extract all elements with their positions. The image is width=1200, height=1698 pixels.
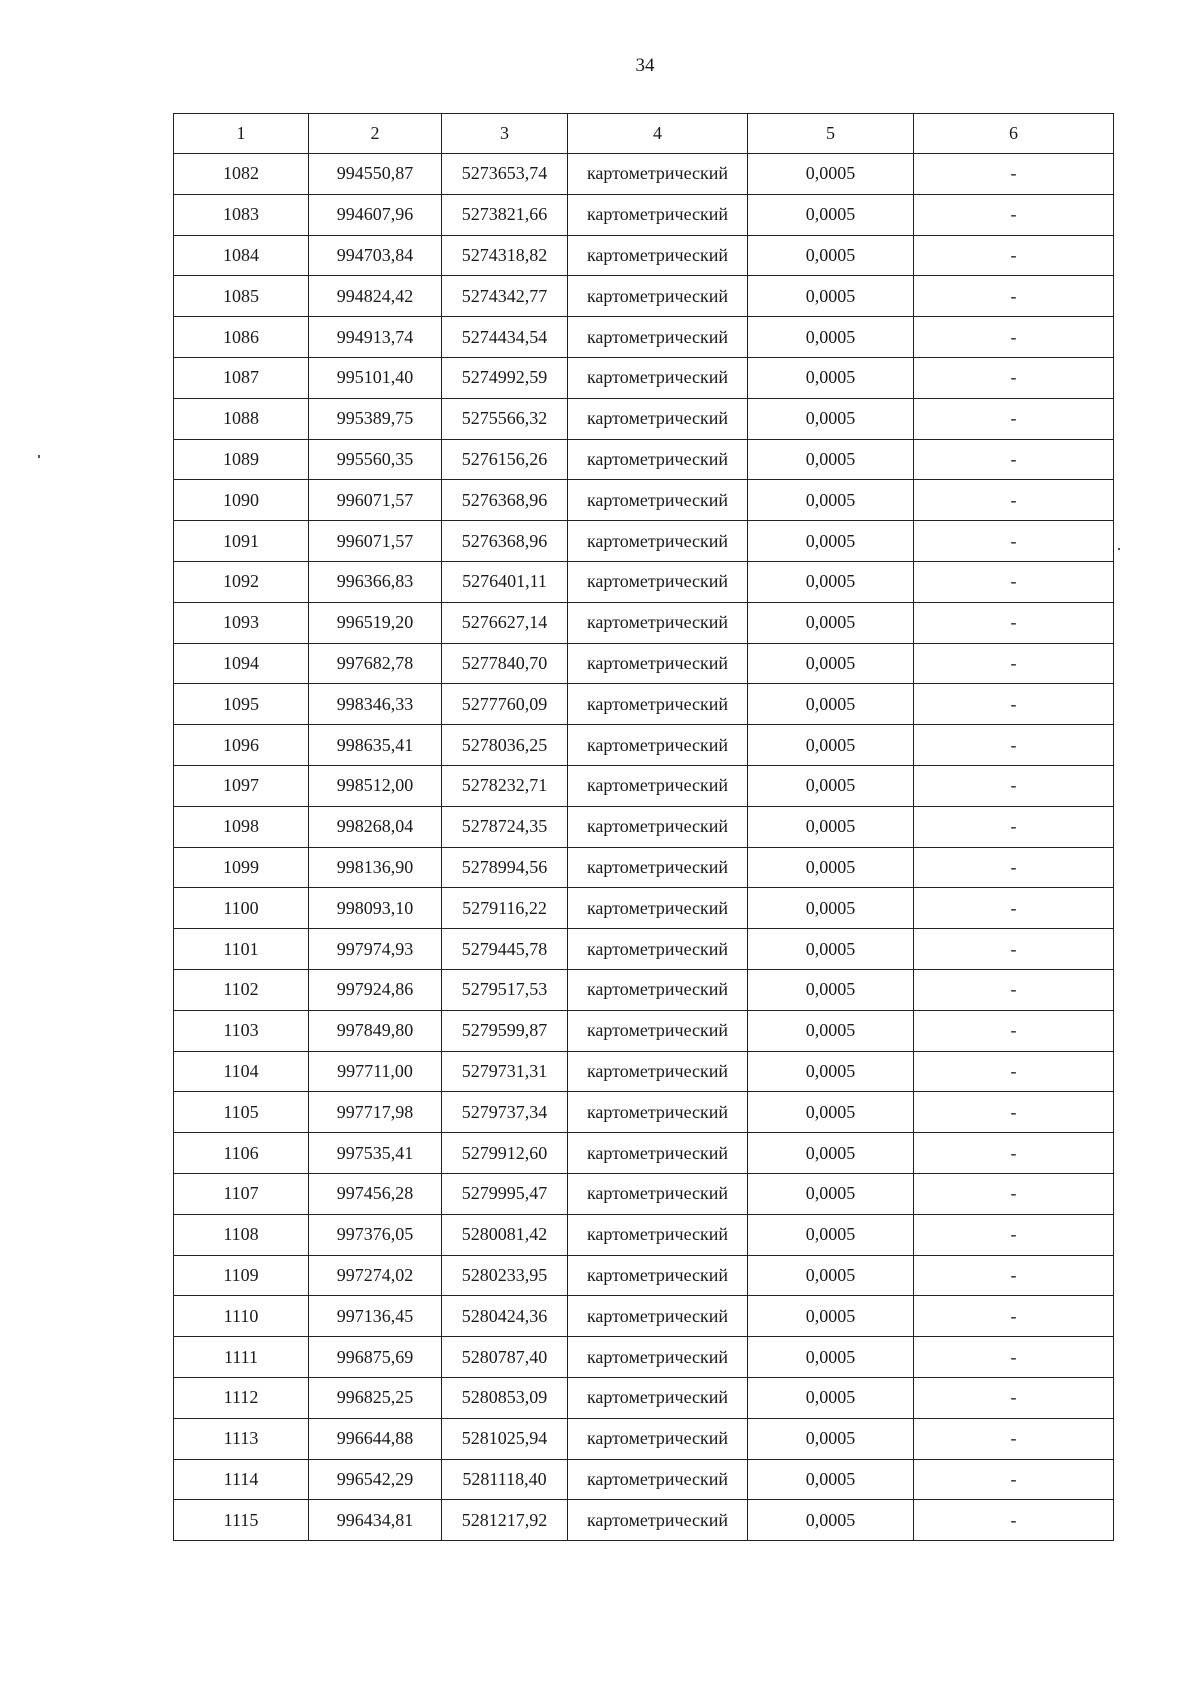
method-cell: картометрический — [568, 1418, 748, 1459]
table-row — [174, 643, 1114, 684]
description-cell: - — [914, 561, 1114, 602]
table-header — [174, 114, 1114, 154]
point-number-cell: 1106 — [174, 1133, 309, 1174]
x-coordinate-cell: 998346,33 — [309, 684, 442, 725]
x-coordinate-cell: 998635,41 — [309, 725, 442, 766]
y-coordinate-cell: 5279995,47 — [442, 1173, 568, 1214]
description-cell: - — [914, 969, 1114, 1010]
method-cell: картометрический — [568, 643, 748, 684]
accuracy-cell: 0,0005 — [748, 439, 914, 480]
table-row — [174, 317, 1114, 358]
method-cell: картометрический — [568, 1377, 748, 1418]
accuracy-cell: 0,0005 — [748, 480, 914, 521]
description-cell: - — [914, 1337, 1114, 1378]
table-row — [174, 561, 1114, 602]
table-row — [174, 1377, 1114, 1418]
method-cell: картометрический — [568, 1133, 748, 1174]
method-cell: картометрический — [568, 439, 748, 480]
method-cell: картометрический — [568, 357, 748, 398]
x-coordinate-cell: 997849,80 — [309, 1010, 442, 1051]
method-cell: картометрический — [568, 765, 748, 806]
description-cell: - — [914, 1459, 1114, 1500]
description-cell: - — [914, 480, 1114, 521]
table-row — [174, 439, 1114, 480]
point-number-cell: 1099 — [174, 847, 309, 888]
accuracy-cell: 0,0005 — [748, 888, 914, 929]
y-coordinate-cell: 5278724,35 — [442, 806, 568, 847]
table-row — [174, 1173, 1114, 1214]
accuracy-cell: 0,0005 — [748, 1296, 914, 1337]
accuracy-cell: 0,0005 — [748, 154, 914, 195]
point-number-cell: 1114 — [174, 1459, 309, 1500]
y-coordinate-cell: 5280233,95 — [442, 1255, 568, 1296]
table-row — [174, 1255, 1114, 1296]
x-coordinate-cell: 994824,42 — [309, 276, 442, 317]
x-coordinate-cell: 997717,98 — [309, 1092, 442, 1133]
x-coordinate-cell: 996434,81 — [309, 1500, 442, 1541]
method-cell: картометрический — [568, 194, 748, 235]
y-coordinate-cell: 5280424,36 — [442, 1296, 568, 1337]
description-cell: - — [914, 521, 1114, 562]
x-coordinate-cell: 994913,74 — [309, 317, 442, 358]
table-body — [174, 154, 1114, 1541]
description-cell: - — [914, 276, 1114, 317]
x-coordinate-cell: 998093,10 — [309, 888, 442, 929]
point-number-cell: 1092 — [174, 561, 309, 602]
table-row — [174, 276, 1114, 317]
point-number-cell: 1091 — [174, 521, 309, 562]
description-cell: - — [914, 398, 1114, 439]
y-coordinate-cell: 5276368,96 — [442, 521, 568, 562]
accuracy-cell: 0,0005 — [748, 1459, 914, 1500]
table-row — [174, 725, 1114, 766]
point-number-cell: 1101 — [174, 929, 309, 970]
table-row — [174, 888, 1114, 929]
accuracy-cell: 0,0005 — [748, 317, 914, 358]
table-row — [174, 194, 1114, 235]
point-number-cell: 1107 — [174, 1173, 309, 1214]
point-number-cell: 1104 — [174, 1051, 309, 1092]
method-cell: картометрический — [568, 1010, 748, 1051]
y-coordinate-cell: 5279445,78 — [442, 929, 568, 970]
point-number-cell: 1110 — [174, 1296, 309, 1337]
table-row — [174, 1418, 1114, 1459]
method-cell: картометрический — [568, 1214, 748, 1255]
method-cell: картометрический — [568, 317, 748, 358]
accuracy-cell: 0,0005 — [748, 806, 914, 847]
point-number-cell: 1084 — [174, 235, 309, 276]
y-coordinate-cell: 5276627,14 — [442, 602, 568, 643]
table-row — [174, 1214, 1114, 1255]
table-row — [174, 1133, 1114, 1174]
accuracy-cell: 0,0005 — [748, 561, 914, 602]
y-coordinate-cell: 5274318,82 — [442, 235, 568, 276]
table-row — [174, 398, 1114, 439]
header-row — [174, 114, 1114, 154]
x-coordinate-cell: 997535,41 — [309, 1133, 442, 1174]
accuracy-cell: 0,0005 — [748, 1133, 914, 1174]
point-number-cell: 1090 — [174, 480, 309, 521]
description-cell: - — [914, 1377, 1114, 1418]
point-number-cell: 1100 — [174, 888, 309, 929]
accuracy-cell: 0,0005 — [748, 521, 914, 562]
method-cell: картометрический — [568, 1173, 748, 1214]
y-coordinate-cell: 5281217,92 — [442, 1500, 568, 1541]
header-cell-2: 2 — [309, 114, 442, 154]
description-cell: - — [914, 1255, 1114, 1296]
point-number-cell: 1098 — [174, 806, 309, 847]
description-cell: - — [914, 439, 1114, 480]
accuracy-cell: 0,0005 — [748, 684, 914, 725]
table-row — [174, 1010, 1114, 1051]
point-number-cell: 1086 — [174, 317, 309, 358]
method-cell: картометрический — [568, 561, 748, 602]
table-row — [174, 1296, 1114, 1337]
description-cell: - — [914, 1051, 1114, 1092]
y-coordinate-cell: 5276368,96 — [442, 480, 568, 521]
accuracy-cell: 0,0005 — [748, 1500, 914, 1541]
x-coordinate-cell: 996644,88 — [309, 1418, 442, 1459]
x-coordinate-cell: 996366,83 — [309, 561, 442, 602]
x-coordinate-cell: 994550,87 — [309, 154, 442, 195]
accuracy-cell: 0,0005 — [748, 1173, 914, 1214]
y-coordinate-cell: 5278036,25 — [442, 725, 568, 766]
table-row — [174, 1337, 1114, 1378]
method-cell: картометрический — [568, 235, 748, 276]
method-cell: картометрический — [568, 1296, 748, 1337]
y-coordinate-cell: 5279912,60 — [442, 1133, 568, 1174]
accuracy-cell: 0,0005 — [748, 1051, 914, 1092]
x-coordinate-cell: 996825,25 — [309, 1377, 442, 1418]
x-coordinate-cell: 998512,00 — [309, 765, 442, 806]
description-cell: - — [914, 765, 1114, 806]
x-coordinate-cell: 995560,35 — [309, 439, 442, 480]
accuracy-cell: 0,0005 — [748, 725, 914, 766]
point-number-cell: 1109 — [174, 1255, 309, 1296]
description-cell: - — [914, 1214, 1114, 1255]
y-coordinate-cell: 5276156,26 — [442, 439, 568, 480]
description-cell: - — [914, 888, 1114, 929]
description-cell: - — [914, 235, 1114, 276]
point-number-cell: 1083 — [174, 194, 309, 235]
accuracy-cell: 0,0005 — [748, 357, 914, 398]
description-cell: - — [914, 929, 1114, 970]
y-coordinate-cell: 5274434,54 — [442, 317, 568, 358]
point-number-cell: 1111 — [174, 1337, 309, 1378]
point-number-cell: 1103 — [174, 1010, 309, 1051]
accuracy-cell: 0,0005 — [748, 1255, 914, 1296]
accuracy-cell: 0,0005 — [748, 398, 914, 439]
point-number-cell: 1093 — [174, 602, 309, 643]
description-cell: - — [914, 643, 1114, 684]
method-cell: картометрический — [568, 1051, 748, 1092]
description-cell: - — [914, 847, 1114, 888]
method-cell: картометрический — [568, 888, 748, 929]
x-coordinate-cell: 997682,78 — [309, 643, 442, 684]
table-row — [174, 1459, 1114, 1500]
table-row — [174, 684, 1114, 725]
x-coordinate-cell: 997456,28 — [309, 1173, 442, 1214]
method-cell: картометрический — [568, 1092, 748, 1133]
table-row — [174, 1092, 1114, 1133]
method-cell: картометрический — [568, 480, 748, 521]
description-cell: - — [914, 725, 1114, 766]
description-cell: - — [914, 317, 1114, 358]
description-cell: - — [914, 684, 1114, 725]
point-number-cell: 1089 — [174, 439, 309, 480]
description-cell: - — [914, 806, 1114, 847]
x-coordinate-cell: 994607,96 — [309, 194, 442, 235]
method-cell: картометрический — [568, 684, 748, 725]
accuracy-cell: 0,0005 — [748, 602, 914, 643]
y-coordinate-cell: 5278994,56 — [442, 847, 568, 888]
header-cell-4: 4 — [568, 114, 748, 154]
table-row — [174, 1500, 1114, 1541]
method-cell: картометрический — [568, 521, 748, 562]
accuracy-cell: 0,0005 — [748, 929, 914, 970]
y-coordinate-cell: 5274342,77 — [442, 276, 568, 317]
y-coordinate-cell: 5275566,32 — [442, 398, 568, 439]
y-coordinate-cell: 5273821,66 — [442, 194, 568, 235]
method-cell: картометрический — [568, 725, 748, 766]
x-coordinate-cell: 997711,00 — [309, 1051, 442, 1092]
coordinates-table — [173, 113, 1114, 1541]
accuracy-cell: 0,0005 — [748, 276, 914, 317]
table-row — [174, 480, 1114, 521]
accuracy-cell: 0,0005 — [748, 1337, 914, 1378]
table-row — [174, 847, 1114, 888]
x-coordinate-cell: 998136,90 — [309, 847, 442, 888]
accuracy-cell: 0,0005 — [748, 847, 914, 888]
y-coordinate-cell: 5280081,42 — [442, 1214, 568, 1255]
x-coordinate-cell: 996071,57 — [309, 480, 442, 521]
point-number-cell: 1115 — [174, 1500, 309, 1541]
accuracy-cell: 0,0005 — [748, 765, 914, 806]
x-coordinate-cell: 998268,04 — [309, 806, 442, 847]
table-row — [174, 521, 1114, 562]
y-coordinate-cell: 5281118,40 — [442, 1459, 568, 1500]
x-coordinate-cell: 995101,40 — [309, 357, 442, 398]
point-number-cell: 1082 — [174, 154, 309, 195]
method-cell: картометрический — [568, 847, 748, 888]
x-coordinate-cell: 997376,05 — [309, 1214, 442, 1255]
table-row — [174, 235, 1114, 276]
description-cell: - — [914, 357, 1114, 398]
description-cell: - — [914, 602, 1114, 643]
method-cell: картометрический — [568, 806, 748, 847]
accuracy-cell: 0,0005 — [748, 1092, 914, 1133]
point-number-cell: 1108 — [174, 1214, 309, 1255]
point-number-cell: 1096 — [174, 725, 309, 766]
page-number: 34 — [635, 55, 655, 76]
header-cell-6: 6 — [914, 114, 1114, 154]
header-cell-1: 1 — [174, 114, 309, 154]
header-cell-3: 3 — [442, 114, 568, 154]
x-coordinate-cell: 994703,84 — [309, 235, 442, 276]
description-cell: - — [914, 1500, 1114, 1541]
method-cell: картометрический — [568, 1255, 748, 1296]
y-coordinate-cell: 5273653,74 — [442, 154, 568, 195]
point-number-cell: 1085 — [174, 276, 309, 317]
x-coordinate-cell: 997274,02 — [309, 1255, 442, 1296]
point-number-cell: 1088 — [174, 398, 309, 439]
header-cell-5: 5 — [748, 114, 914, 154]
method-cell: картометрический — [568, 602, 748, 643]
method-cell: картометрический — [568, 154, 748, 195]
point-number-cell: 1112 — [174, 1377, 309, 1418]
table-row — [174, 357, 1114, 398]
accuracy-cell: 0,0005 — [748, 1010, 914, 1051]
table-row — [174, 1051, 1114, 1092]
description-cell: - — [914, 1173, 1114, 1214]
point-number-cell: 1113 — [174, 1418, 309, 1459]
y-coordinate-cell: 5279737,34 — [442, 1092, 568, 1133]
y-coordinate-cell: 5279599,87 — [442, 1010, 568, 1051]
method-cell: картометрический — [568, 969, 748, 1010]
x-coordinate-cell: 996071,57 — [309, 521, 442, 562]
accuracy-cell: 0,0005 — [748, 1214, 914, 1255]
x-coordinate-cell: 997924,86 — [309, 969, 442, 1010]
table-row — [174, 765, 1114, 806]
description-cell: - — [914, 1092, 1114, 1133]
y-coordinate-cell: 5278232,71 — [442, 765, 568, 806]
method-cell: картометрический — [568, 276, 748, 317]
method-cell: картометрический — [568, 1337, 748, 1378]
table-row — [174, 929, 1114, 970]
method-cell: картометрический — [568, 929, 748, 970]
point-number-cell: 1102 — [174, 969, 309, 1010]
point-number-cell: 1097 — [174, 765, 309, 806]
accuracy-cell: 0,0005 — [748, 969, 914, 1010]
method-cell: картометрический — [568, 398, 748, 439]
description-cell: - — [914, 1296, 1114, 1337]
y-coordinate-cell: 5280853,09 — [442, 1377, 568, 1418]
x-coordinate-cell: 996519,20 — [309, 602, 442, 643]
x-coordinate-cell: 995389,75 — [309, 398, 442, 439]
point-number-cell: 1087 — [174, 357, 309, 398]
accuracy-cell: 0,0005 — [748, 235, 914, 276]
description-cell: - — [914, 1010, 1114, 1051]
y-coordinate-cell: 5280787,40 — [442, 1337, 568, 1378]
method-cell: картометрический — [568, 1500, 748, 1541]
y-coordinate-cell: 5276401,11 — [442, 561, 568, 602]
y-coordinate-cell: 5277840,70 — [442, 643, 568, 684]
accuracy-cell: 0,0005 — [748, 643, 914, 684]
scan-speck — [38, 455, 40, 458]
scan-speck — [1118, 548, 1120, 550]
description-cell: - — [914, 194, 1114, 235]
table-row — [174, 602, 1114, 643]
description-cell: - — [914, 1418, 1114, 1459]
y-coordinate-cell: 5277760,09 — [442, 684, 568, 725]
point-number-cell: 1105 — [174, 1092, 309, 1133]
x-coordinate-cell: 996875,69 — [309, 1337, 442, 1378]
method-cell: картометрический — [568, 1459, 748, 1500]
y-coordinate-cell: 5281025,94 — [442, 1418, 568, 1459]
accuracy-cell: 0,0005 — [748, 194, 914, 235]
description-cell: - — [914, 154, 1114, 195]
point-number-cell: 1094 — [174, 643, 309, 684]
accuracy-cell: 0,0005 — [748, 1418, 914, 1459]
description-cell: - — [914, 1133, 1114, 1174]
y-coordinate-cell: 5279517,53 — [442, 969, 568, 1010]
point-number-cell: 1095 — [174, 684, 309, 725]
table-row — [174, 969, 1114, 1010]
table-row — [174, 806, 1114, 847]
y-coordinate-cell: 5279116,22 — [442, 888, 568, 929]
y-coordinate-cell: 5274992,59 — [442, 357, 568, 398]
x-coordinate-cell: 996542,29 — [309, 1459, 442, 1500]
y-coordinate-cell: 5279731,31 — [442, 1051, 568, 1092]
x-coordinate-cell: 997136,45 — [309, 1296, 442, 1337]
table-row — [174, 154, 1114, 195]
accuracy-cell: 0,0005 — [748, 1377, 914, 1418]
x-coordinate-cell: 997974,93 — [309, 929, 442, 970]
